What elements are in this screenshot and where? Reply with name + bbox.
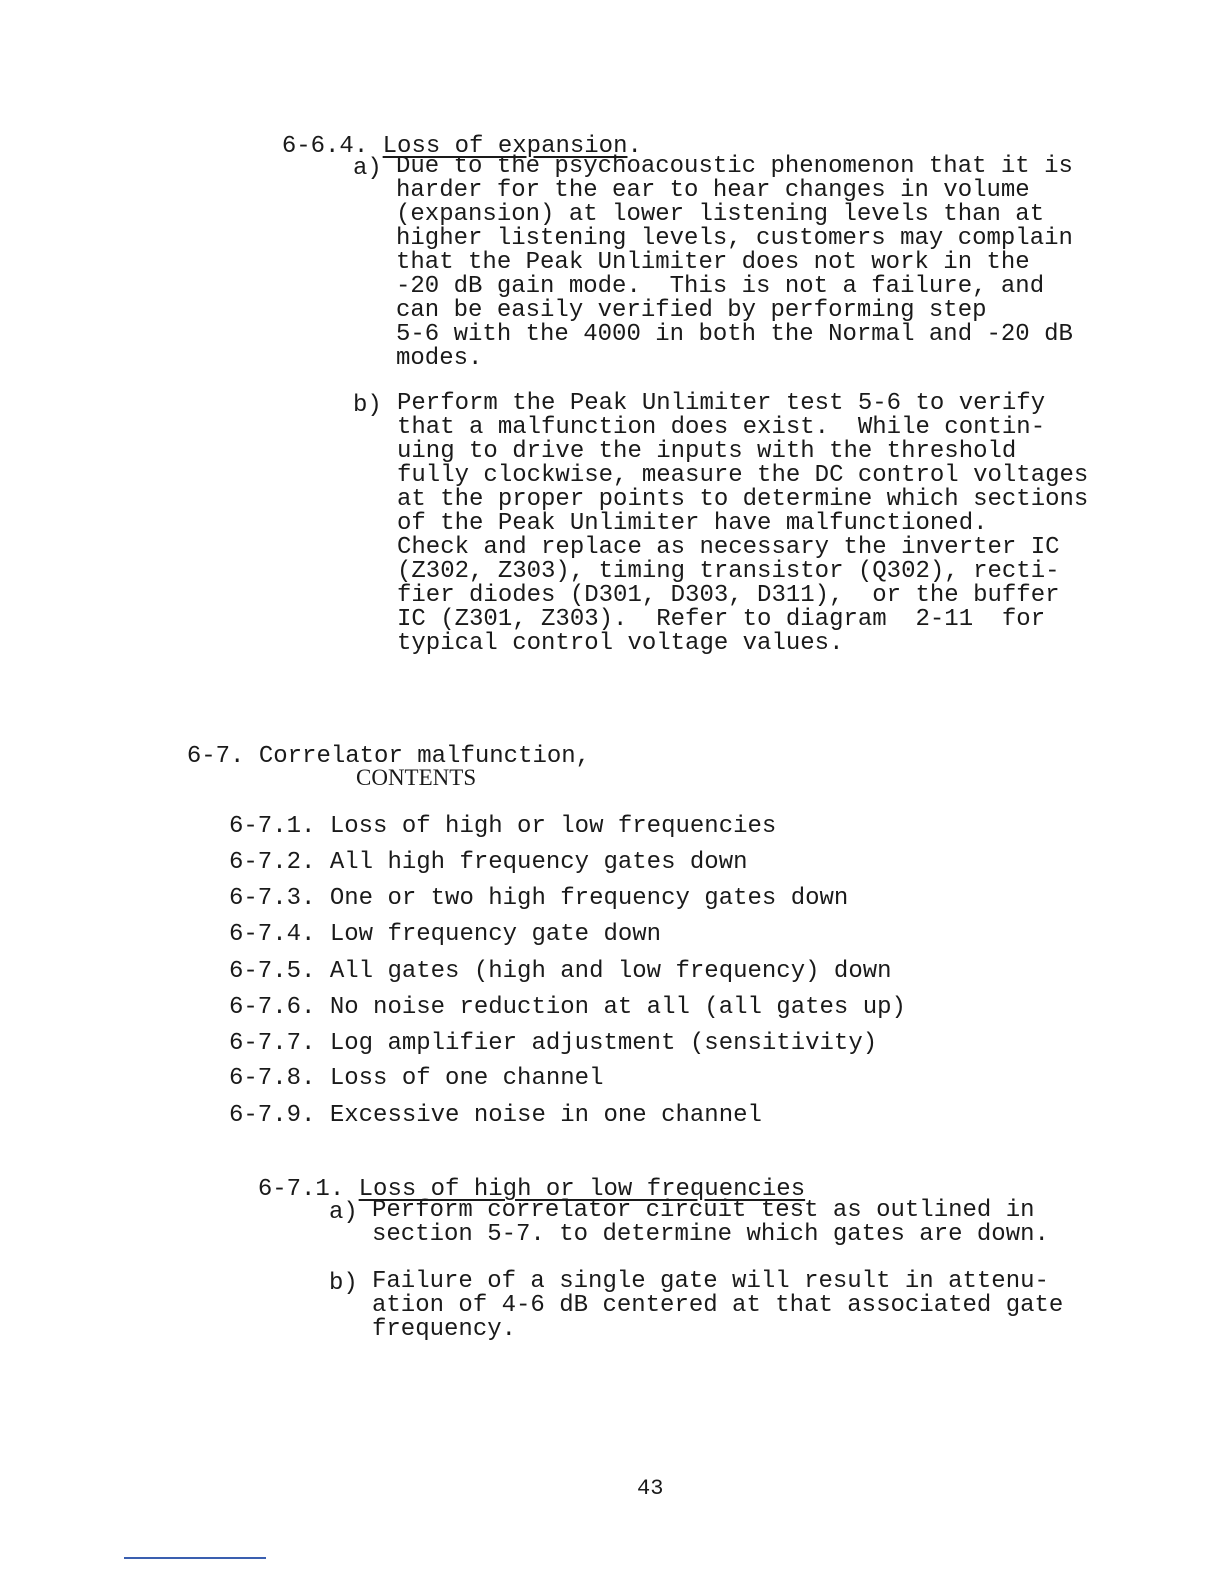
paragraph-line: typical control voltage values.: [397, 630, 844, 657]
contents-item-title: Low frequency gate down: [329, 921, 662, 948]
section-title: Loss of expansion: [382, 133, 628, 160]
paragraph-line: section 5-7. to determine which gates are down.: [372, 1221, 1049, 1248]
item-b-paragraph: [397, 392, 1088, 656]
paragraph-line: that a malfunction does exist. While contin-: [397, 414, 1046, 441]
paragraph-line: of the Peak Unlimiter have malfunctioned.: [397, 510, 988, 537]
paragraph-line: modes.: [396, 345, 483, 372]
paragraph-line: at the proper points to determine which sections: [397, 486, 1089, 513]
contents-item-number: 6-7.2.: [229, 849, 316, 876]
item-marker-a: a): [329, 1199, 358, 1226]
paragraph-line: -20 dB gain mode. This is not a failure, and: [396, 273, 1045, 300]
paragraph-line: higher listening levels, customers may complain: [396, 225, 1073, 252]
paragraph-line: Perform correlator circuit test as outlined in: [372, 1197, 1035, 1224]
contents-item: [229, 885, 848, 912]
contents-item-title: Loss of high or low frequencies: [329, 813, 777, 840]
paragraph-line: harder for the ear to hear changes in volume: [396, 177, 1030, 204]
contents-item: [229, 1030, 877, 1057]
item-marker-b: b): [329, 1270, 358, 1297]
section-title: Loss of high or low frequencies: [358, 1176, 806, 1203]
paragraph-line: Perform the Peak Unlimiter test 5-6 to verify: [397, 390, 1046, 417]
paragraph-line: frequency.: [372, 1316, 517, 1343]
contents-item-number: 6-7.6.: [229, 994, 316, 1021]
contents-label: CONTENTS: [356, 765, 477, 790]
section-number: 6-6.4.: [281, 133, 369, 160]
paragraph-line: that the Peak Unlimiter does not work in the: [396, 249, 1030, 276]
contents-item: [229, 849, 748, 876]
section-6-6-4-heading: [253, 106, 642, 160]
paragraph-line: Due to the psychoacoustic phenomenon that it is: [396, 153, 1073, 180]
contents-item-title: Excessive noise in one channel: [329, 1102, 762, 1129]
contents-item: [229, 921, 661, 948]
paragraph-line: (Z302, Z303), timing transistor (Q302), recti-: [397, 558, 1060, 585]
item-b-paragraph: [372, 1270, 1063, 1342]
contents-item: [229, 813, 776, 840]
contents-item-number: 6-7.8.: [229, 1065, 316, 1092]
paragraph-line: 5-6 with the 4000 in both the Normal and -20 dB: [396, 321, 1073, 348]
contents-item-number: 6-7.4.: [229, 921, 316, 948]
section-6-7-1-heading: [229, 1149, 805, 1203]
section-number: 6-7.: [186, 743, 245, 770]
paragraph-line: fier diodes (D301, D303, D311), or the buffer: [397, 582, 1060, 609]
paragraph-line: can be easily verified by performing step: [396, 297, 987, 324]
item-a-paragraph: [396, 155, 1073, 371]
contents-item: [229, 1102, 762, 1129]
contents-item-number: 6-7.7.: [229, 1030, 316, 1057]
section-number: 6-7.1.: [257, 1176, 345, 1203]
paragraph-line: IC (Z301, Z303). Refer to diagram 2-11 for: [397, 606, 1046, 633]
paragraph-line: fully clockwise, measure the DC control voltages: [397, 462, 1089, 489]
contents-item-number: 6-7.9.: [229, 1102, 316, 1129]
contents-item-title: Loss of one channel: [329, 1065, 604, 1092]
section-6-7-heading: [158, 716, 590, 770]
paragraph-line: (expansion) at lower listening levels than at: [396, 201, 1045, 228]
contents-item-title: All gates (high and low frequency) down: [329, 958, 892, 985]
paragraph-line: Check and replace as necessary the inverter IC: [397, 534, 1060, 561]
contents-item-title: One or two high frequency gates down: [329, 885, 849, 912]
footer-divider: [124, 1557, 266, 1559]
contents-item: [229, 1065, 603, 1092]
paragraph-line: uing to drive the inputs with the threshold: [397, 438, 1017, 465]
contents-item: [229, 958, 892, 985]
contents-item-title: All high frequency gates down: [329, 849, 748, 876]
section-title: Correlator malfunction,: [258, 743, 591, 770]
contents-item-number: 6-7.1.: [229, 813, 316, 840]
contents-item-number: 6-7.3.: [229, 885, 316, 912]
contents-item-title: No noise reduction at all (all gates up): [329, 994, 906, 1021]
section-title-suffix: .: [627, 133, 642, 160]
item-a-paragraph: [372, 1199, 1049, 1247]
page-number: 43: [637, 1476, 664, 1501]
contents-item-number: 6-7.5.: [229, 958, 316, 985]
paragraph-line: ation of 4-6 dB centered at that associated gate: [372, 1292, 1064, 1319]
contents-item: [229, 994, 906, 1021]
item-marker-b: b): [353, 392, 382, 419]
item-marker-a: a): [353, 155, 382, 182]
contents-item-title: Log amplifier adjustment (sensitivity): [329, 1030, 878, 1057]
paragraph-line: Failure of a single gate will result in attenu-: [372, 1268, 1049, 1295]
